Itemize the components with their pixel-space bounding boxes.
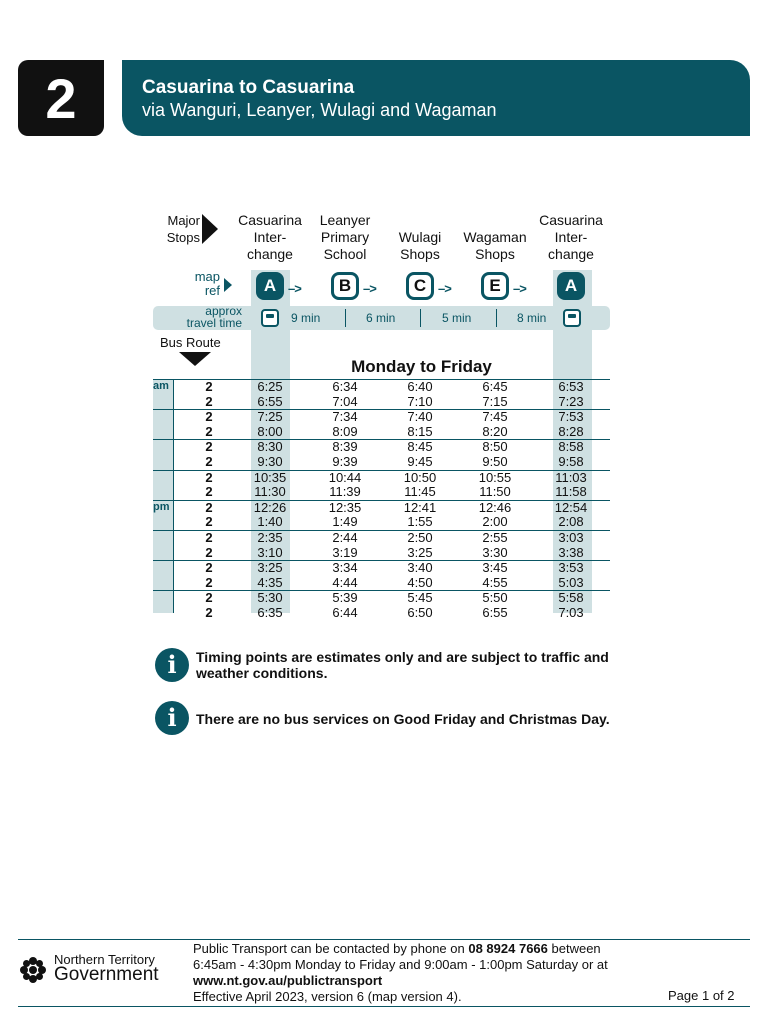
- map-ref-c: C: [406, 272, 434, 300]
- row-group: [153, 560, 610, 590]
- approx-travel-time-label: approx travel time: [186, 304, 242, 330]
- time-cell: 9:45: [407, 453, 433, 469]
- time-cell: 6:40: [407, 379, 433, 394]
- page-number: Page 1 of 2: [668, 988, 735, 1003]
- note-holidays: There are no bus services on Good Friday and Christmas Day.: [196, 711, 610, 727]
- time-cell: 3:25: [257, 560, 283, 576]
- time-cell: 6:53: [558, 379, 584, 394]
- time-cell: 2:44: [332, 529, 358, 545]
- time-cell: 7:53: [558, 409, 584, 425]
- route-arrow-icon: –>: [513, 281, 526, 296]
- contact-info: Public Transport can be contacted by phone on 08 8924 7666 between 6:45am - 4:30pm Monday to Friday and 9:00am - 1:00pm Saturday or at www.nt.gov.au/publictransport Effective April 2023, version 6 (map version 4).: [193, 941, 608, 1004]
- timetable: [153, 379, 610, 621]
- stop-casuarina-interchange-start: Casuarina Inter- change: [238, 212, 302, 262]
- major-stops-arrow-icon: [202, 214, 218, 244]
- time-cell: 6:25: [257, 379, 283, 394]
- travel-time: 6 min: [366, 311, 396, 325]
- divider: [420, 309, 421, 327]
- stop-wagaman-shops: Wagaman Shops: [463, 229, 527, 262]
- row-group: [153, 530, 610, 560]
- time-cell: 3:40: [407, 560, 433, 576]
- am-label: am: [153, 380, 169, 392]
- time-cell: 8:50: [482, 439, 508, 455]
- route-number-cell: 2: [205, 409, 213, 425]
- table-row: [153, 561, 610, 576]
- time-cell: 8:00: [257, 423, 283, 439]
- time-cell: 11:03: [555, 469, 587, 485]
- table-row: [153, 606, 610, 621]
- time-cell: 10:55: [478, 469, 512, 485]
- time-cell: 12:26: [253, 499, 287, 515]
- travel-time: 5 min: [442, 311, 472, 325]
- table-row: [153, 440, 610, 455]
- route-title: Casuarina to Casuarina: [142, 77, 355, 98]
- row-group: [153, 409, 610, 439]
- time-cell: 3:19: [332, 544, 358, 560]
- time-cell: 6:55: [257, 393, 283, 409]
- time-cell: 12:41: [403, 499, 437, 515]
- route-number-cell: 2: [205, 379, 213, 394]
- time-cell: 2:08: [558, 514, 584, 530]
- time-cell: 9:58: [558, 453, 584, 469]
- time-cell: 5:39: [332, 590, 358, 606]
- time-cell: 12:35: [328, 499, 362, 515]
- website-link[interactable]: www.nt.gov.au/publictransport: [193, 973, 383, 988]
- time-cell: 7:25: [257, 409, 283, 425]
- time-cell: 7:04: [332, 393, 358, 409]
- time-cell: 6:50: [407, 604, 433, 620]
- bus-route-arrow-icon: [179, 352, 211, 366]
- map-ref-a-end: A: [557, 272, 585, 300]
- stop-casuarina-interchange-end: Casuarina Inter- change: [539, 212, 603, 262]
- time-cell: 3:45: [482, 560, 508, 576]
- time-cell: 8:09: [332, 423, 358, 439]
- time-cell: 6:34: [332, 379, 358, 394]
- time-cell: 9:30: [257, 453, 283, 469]
- time-cell: 2:55: [482, 529, 508, 545]
- time-cell: 2:00: [482, 514, 508, 530]
- route-number-cell: 2: [205, 393, 213, 409]
- time-cell: 1:55: [407, 514, 433, 530]
- org-name-line2: Government: [54, 964, 159, 985]
- bus-route-label: Bus Route: [160, 335, 221, 350]
- time-cell: 7:45: [482, 409, 508, 425]
- time-cell: 8:28: [558, 423, 584, 439]
- table-row: [153, 380, 610, 395]
- time-cell: 3:30: [482, 544, 508, 560]
- route-number-cell: 2: [205, 484, 213, 500]
- time-cell: 11:39: [329, 484, 361, 500]
- nt-government-logo-icon: [18, 955, 48, 985]
- route-arrow-icon: –>: [288, 281, 301, 296]
- time-cell: 10:35: [253, 469, 287, 485]
- time-cell: 3:34: [332, 560, 358, 576]
- time-cell: 4:55: [482, 574, 508, 590]
- route-number-cell: 2: [205, 453, 213, 469]
- table-row: [153, 591, 610, 606]
- info-icon: i: [155, 701, 189, 735]
- route-arrow-icon: –>: [438, 281, 451, 296]
- route-number-cell: 2: [205, 544, 213, 560]
- time-cell: 4:44: [332, 574, 358, 590]
- time-cell: 9:39: [332, 453, 358, 469]
- table-row: [153, 501, 610, 516]
- divider: [345, 309, 346, 327]
- bus-icon: [261, 309, 279, 327]
- time-cell: 1:40: [257, 514, 283, 530]
- time-cell: 11:30: [254, 484, 286, 500]
- table-row: [153, 485, 610, 500]
- time-cell: 6:44: [332, 604, 358, 620]
- note-timing: Timing points are estimates only and are subject to traffic and weather conditions.: [196, 649, 609, 681]
- time-cell: 11:45: [404, 484, 436, 500]
- phone-number[interactable]: 08 8924 7666: [468, 941, 548, 956]
- bus-icon: [563, 309, 581, 327]
- time-cell: 4:35: [257, 574, 283, 590]
- route-via: via Wanguri, Leanyer, Wulagi and Wagaman: [142, 100, 497, 120]
- map-ref-arrow-icon: [224, 278, 232, 292]
- map-ref-a-start: A: [256, 272, 284, 300]
- route-arrow-icon: –>: [363, 281, 376, 296]
- table-row: [153, 546, 610, 561]
- time-cell: 10:44: [328, 469, 362, 485]
- time-cell: 5:30: [257, 590, 283, 606]
- route-number-cell: 2: [205, 529, 213, 545]
- time-cell: 3:03: [558, 529, 584, 545]
- time-cell: 7:03: [558, 604, 584, 620]
- pm-label: pm: [153, 500, 170, 513]
- route-number-cell: 2: [205, 469, 213, 485]
- table-row: [153, 455, 610, 470]
- route-number-badge: 2: [18, 60, 104, 136]
- stop-wulagi-shops: Wulagi Shops: [398, 229, 442, 262]
- time-cell: 2:35: [257, 529, 283, 545]
- info-icon: i: [155, 648, 189, 682]
- time-cell: 12:54: [554, 499, 588, 515]
- table-row: [153, 515, 610, 530]
- time-cell: 6:35: [257, 604, 283, 620]
- table-row: [153, 471, 610, 486]
- time-cell: 2:50: [407, 529, 433, 545]
- route-number-cell: 2: [205, 514, 213, 530]
- time-cell: 7:10: [407, 393, 433, 409]
- row-group: [153, 379, 610, 409]
- time-cell: 5:58: [558, 590, 584, 606]
- route-number-cell: 2: [205, 604, 213, 620]
- time-cell: 12:46: [478, 499, 512, 515]
- time-cell: 3:25: [407, 544, 433, 560]
- time-cell: 3:10: [257, 544, 283, 560]
- route-number-cell: 2: [205, 499, 213, 515]
- day-header: Monday to Friday: [351, 357, 492, 376]
- route-number-cell: 2: [205, 439, 213, 455]
- time-cell: 7:15: [482, 393, 508, 409]
- table-row: [153, 395, 610, 410]
- divider: [18, 939, 750, 940]
- route-number-cell: 2: [205, 590, 213, 606]
- table-row: [153, 531, 610, 546]
- time-cell: 8:15: [407, 423, 433, 439]
- row-group: [153, 590, 610, 620]
- time-cell: 8:39: [332, 439, 358, 455]
- time-cell: 8:58: [558, 439, 584, 455]
- org-name-line1: Northern Territory: [54, 952, 155, 967]
- time-cell: 8:20: [482, 423, 508, 439]
- map-ref-e: E: [481, 272, 509, 300]
- row-group: [153, 470, 610, 500]
- divider: [496, 309, 497, 327]
- header-bar: [122, 60, 750, 136]
- time-cell: 11:50: [479, 484, 511, 500]
- time-cell: 8:45: [407, 439, 433, 455]
- route-number-cell: 2: [205, 423, 213, 439]
- divider: [18, 1006, 750, 1007]
- time-cell: 5:45: [407, 590, 433, 606]
- map-ref-b: B: [331, 272, 359, 300]
- travel-time: 8 min: [517, 311, 547, 325]
- route-number-cell: 2: [205, 560, 213, 576]
- time-cell: 7:23: [558, 393, 584, 409]
- table-row: [153, 410, 610, 425]
- time-cell: 5:50: [482, 590, 508, 606]
- time-cell: 5:03: [558, 574, 584, 590]
- route-number-cell: 2: [205, 574, 213, 590]
- time-cell: 1:49: [332, 514, 358, 530]
- map-ref-label: map ref: [194, 269, 220, 298]
- row-group: [153, 439, 610, 469]
- stop-leanyer-primary-school: Leanyer Primary School: [319, 212, 371, 262]
- table-row: [153, 576, 610, 591]
- time-cell: 7:40: [407, 409, 433, 425]
- time-cell: 6:55: [482, 604, 508, 620]
- table-row: [153, 425, 610, 440]
- time-cell: 6:45: [482, 379, 508, 394]
- major-stops-label: Major Stops: [166, 213, 200, 245]
- time-cell: 7:34: [332, 409, 358, 425]
- time-cell: 3:53: [558, 560, 584, 576]
- time-cell: 4:50: [407, 574, 433, 590]
- time-cell: 9:50: [482, 453, 508, 469]
- row-group: [153, 500, 610, 530]
- time-cell: 10:50: [403, 469, 437, 485]
- time-cell: 8:30: [257, 439, 283, 455]
- time-cell: 11:58: [555, 484, 587, 500]
- time-cell: 3:38: [558, 544, 584, 560]
- travel-time: 9 min: [291, 311, 321, 325]
